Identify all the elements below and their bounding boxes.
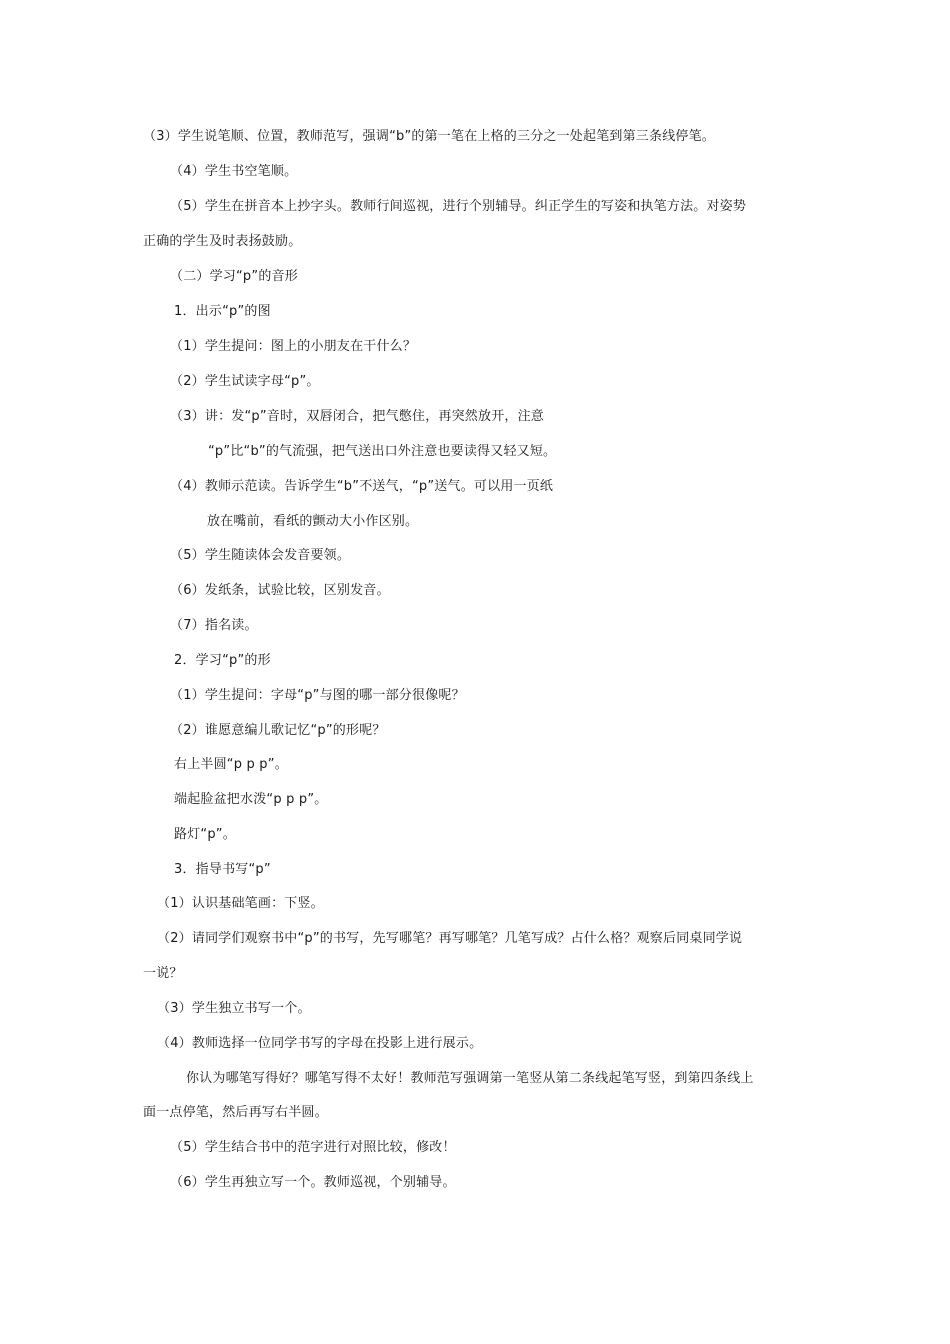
- text-line: （2）谁愿意编儿歌记忆“p”的形呢？: [170, 723, 386, 738]
- subsection-heading: 3．指导书写“p”: [174, 862, 271, 877]
- text-line: （5）学生在拼音本上抄字头。教师行间巡视，进行个别辅导。纠正学生的写姿和执笔方法。对姿势: [170, 199, 747, 214]
- text-line: 一说？: [143, 966, 183, 981]
- text-line: （3）讲：发“p”音时，双唇闭合，把气憋住，再突然放开，注意: [170, 409, 544, 424]
- text-line: 正确的学生及时表扬鼓励。: [143, 234, 302, 249]
- text-line: 端起脸盆把水泼“p p p”。: [174, 792, 328, 807]
- text-line: （3）学生说笔顺、位置，教师范写，强调“b”的第一笔在上格的三分之一处起笔到第三条线停笔。: [143, 129, 715, 144]
- text-line: （1）学生提问：字母“p”与图的哪一部分很像呢？: [170, 688, 465, 703]
- text-line: （5）学生结合书中的范字进行对照比较，修改！: [170, 1140, 456, 1155]
- subsection-heading: 2．学习“p”的形: [174, 653, 271, 668]
- text-line: 你认为哪笔写得好？哪笔写得不太好！教师范写强调第一笔竖从第二条线起笔写竖，到第四条线上: [186, 1071, 754, 1086]
- section-heading: （二）学习“p”的音形: [170, 269, 298, 284]
- text-line: （4）学生书空笔顺。: [170, 164, 298, 179]
- text-line: 右上半圆“p p p”。: [174, 757, 288, 772]
- text-line: （5）学生随读体会发音要领。: [170, 548, 351, 563]
- text-line: （4）教师选择一位同学书写的字母在投影上进行展示。: [157, 1036, 483, 1051]
- text-line: （1）认识基础笔画：下竖。: [157, 896, 324, 911]
- text-line: （7）指名读。: [170, 618, 258, 633]
- text-line: （1）学生提问：图上的小朋友在干什么？: [170, 339, 417, 354]
- subsection-heading: 1．出示“p”的图: [174, 304, 271, 319]
- text-line: （3）学生独立书写一个。: [157, 1001, 311, 1016]
- text-line: （6）发纸条，试验比较，区别发音。: [170, 583, 390, 598]
- text-line: 面一点停笔，然后再写右半圆。: [143, 1105, 328, 1120]
- text-line: （2）学生试读字母“p”。: [170, 374, 320, 389]
- text-line: 放在嘴前，看纸的颤动大小作区别。: [207, 514, 419, 529]
- text-line: “p”比“b”的气流强，把气送出口外注意也要读得又轻又短。: [208, 444, 557, 459]
- text-line: （6）学生再独立写一个。教师巡视，个别辅导。: [170, 1175, 456, 1190]
- text-line: （4）教师示范读。告诉学生“b”不送气，“p”送气。可以用一页纸: [170, 479, 554, 494]
- text-line: （2）请同学们观察书中“p”的书写，先写哪笔？再写哪笔？几笔写成？占什么格？观察后同桌同学说: [157, 931, 743, 946]
- text-line: 路灯“p”。: [174, 827, 236, 842]
